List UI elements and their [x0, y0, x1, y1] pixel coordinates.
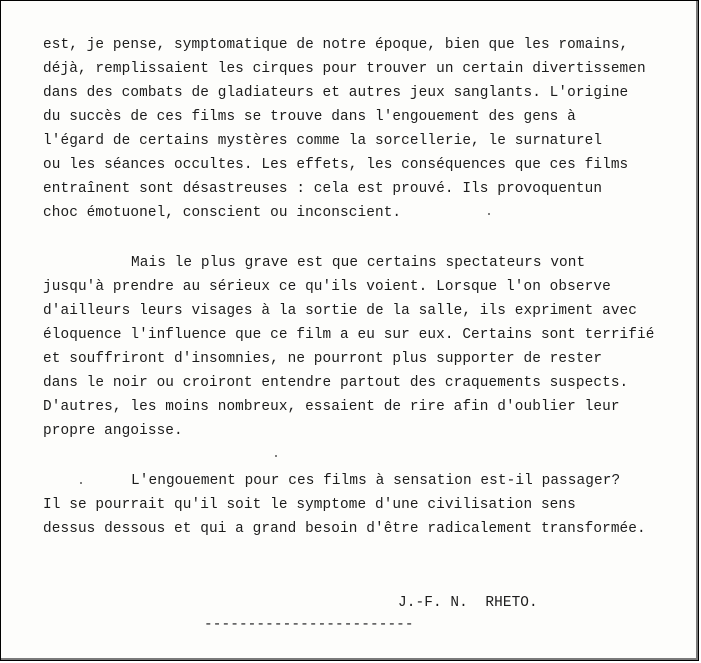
text-line: dans des combats de gladiateurs et autres jeux sanglants. L'origine: [43, 85, 629, 101]
text-line: d'ailleurs leurs visages à la sortie de la salle, ils expriment avec: [43, 303, 638, 319]
text-line: l'égard de certains mystères comme la sorcellerie, le surnaturel: [43, 133, 603, 149]
text-line: propre angoisse.: [43, 423, 183, 439]
text-line: du succès de ces films se trouve dans l'engouement des gens à: [43, 109, 576, 125]
closing-dash-rule: ------------------------: [204, 617, 414, 633]
text-line: Il se pourrait qu'il soit le symptome d'une civilisation sens: [43, 497, 576, 513]
text-line-indented: L'engouement pour ces films à sensation est-il passager?: [131, 473, 621, 489]
text-line: éloquence l'influence que ce film a eu sur eux. Certains sont terrifié: [43, 327, 655, 343]
text-line-indented: Mais le plus grave est que certains spectateurs vont: [131, 255, 586, 271]
text-line: ou les séances occultes. Les effets, les conséquences que ces films: [43, 157, 629, 173]
page-edge-shadow-right: [696, 1, 698, 660]
text-line: et souffriront d'insomnies, ne pourront plus supporter de rester: [43, 351, 603, 367]
text-line: entraînent sont désastreuses : cela est prouvé. Ils provoquentun: [43, 181, 603, 197]
text-line: jusqu'à prendre au sérieux ce qu'ils voient. Lorsque l'on observe: [43, 279, 611, 295]
paper-speck: [488, 213, 490, 215]
text-line: D'autres, les moins nombreux, essaient de rire afin d'oublier leur: [43, 399, 620, 415]
paper-speck: [80, 482, 82, 484]
author-signature: J.-F. N. RHETO.: [398, 595, 538, 611]
paper-speck: [275, 455, 277, 457]
text-line: dessus dessous et qui a grand besoin d'être radicalement transformée.: [43, 521, 646, 537]
text-line: déjà, remplissaient les cirques pour trouver un certain divertissemen: [43, 61, 646, 77]
text-line: est, je pense, symptomatique de notre époque, bien que les romains,: [43, 37, 629, 53]
page-edge-shadow-bottom: [1, 658, 698, 660]
text-line: choc émotuonel, conscient ou inconscient.: [43, 205, 402, 221]
text-line: dans le noir ou croiront entendre partout des craquements suspects.: [43, 375, 629, 391]
